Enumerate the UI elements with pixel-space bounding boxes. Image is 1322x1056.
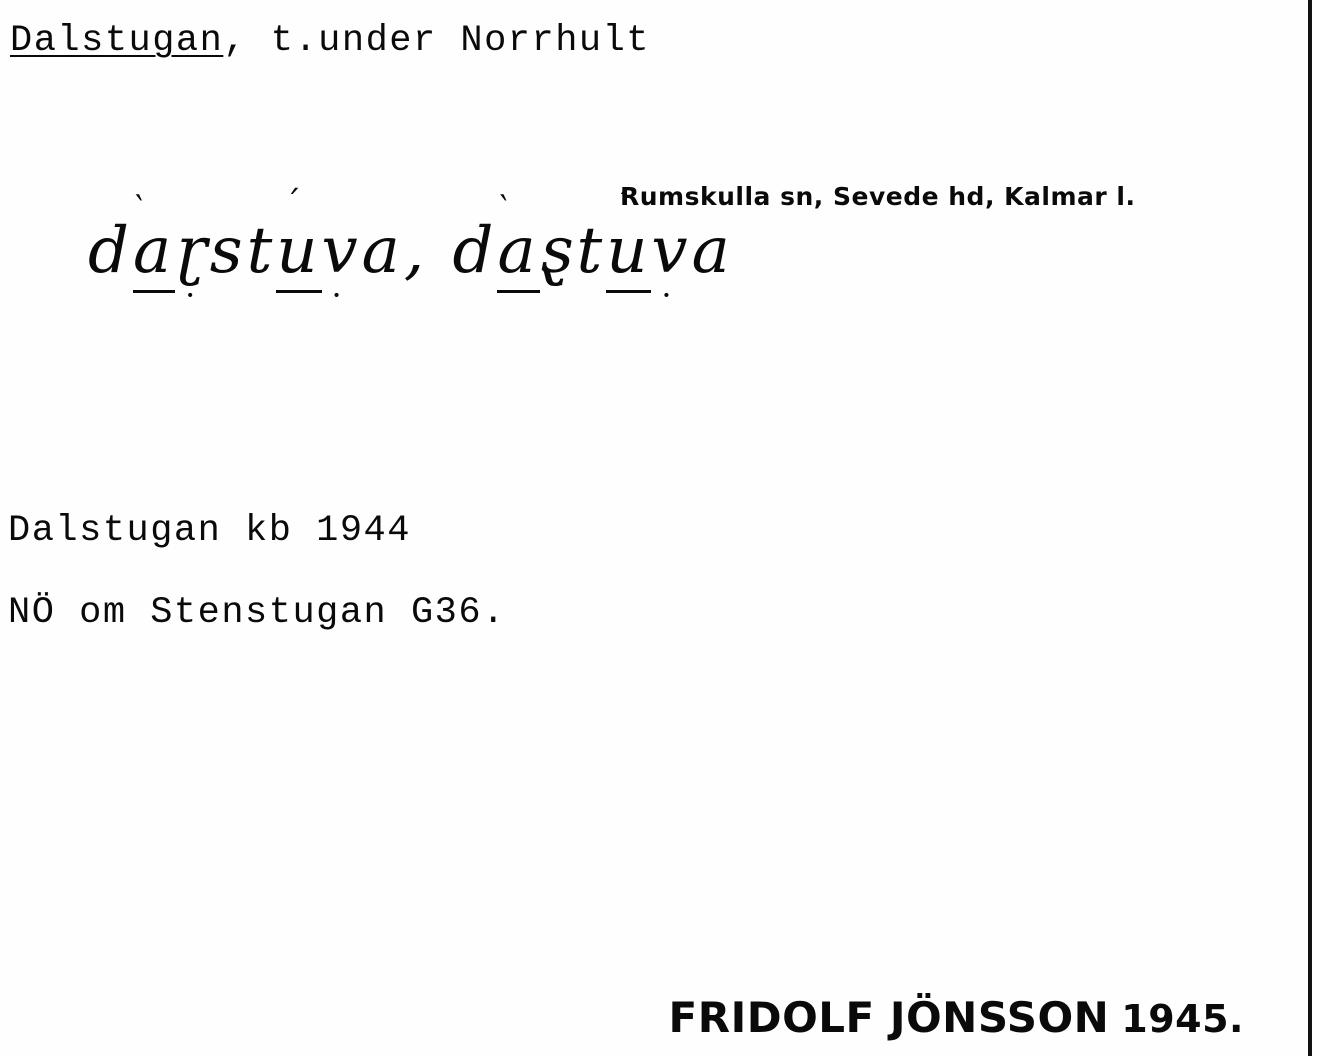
- locality-line: Rumskulla sn, Sevede hd, Kalmar l.: [620, 182, 1136, 211]
- signature-name: FRIDOLF JÖNSSON: [668, 993, 1110, 1042]
- headline-place-name: Dalstugan: [10, 20, 224, 62]
- phonetic-transcription: [88, 214, 734, 293]
- signature-year: 1945.: [1121, 997, 1244, 1041]
- phonetic-variant-1: d‵ aɽ ·st´ uv ·a: [88, 214, 404, 293]
- phonetic-separator: ,: [403, 214, 429, 288]
- note-line-2: NÖ om Stenstugan G36.: [8, 592, 506, 634]
- card-right-border: [1308, 0, 1312, 1056]
- headline-qualifier: , t.under Norrhult: [223, 20, 651, 62]
- phonetic-variant-2: d‵ aȿt´ uv ·a: [453, 214, 734, 293]
- note-line-1: Dalstugan kb 1944: [8, 510, 411, 552]
- signature-block: [669, 993, 1244, 1042]
- card-headline: [10, 20, 650, 62]
